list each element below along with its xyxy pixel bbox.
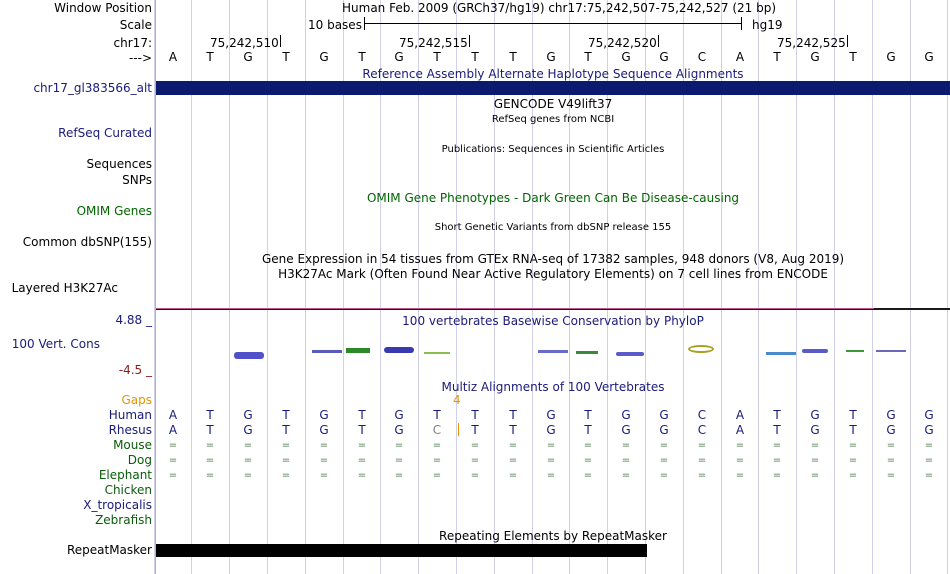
window-position-label: Window Position — [54, 1, 152, 15]
track-label-column — [0, 0, 155, 574]
gap-marker — [458, 423, 459, 436]
base-letter: A — [735, 50, 745, 64]
cons-logo-t — [346, 348, 370, 353]
omim-title: OMIM Gene Phenotypes - Dark Green Can Be Disease-causing — [366, 191, 740, 205]
cons-logo-c — [688, 345, 714, 353]
alignment-equals: = — [319, 455, 329, 466]
coord-label: 75,242,525 — [777, 36, 846, 50]
human-base: T — [584, 408, 592, 422]
sequences-label[interactable]: Sequences — [86, 157, 152, 171]
rhesus-base: G — [886, 423, 896, 437]
alignment-equals: = — [886, 470, 896, 481]
repeatmasker-title: Repeating Elements by RepeatMasker — [439, 529, 667, 543]
repeatmasker-label[interactable]: RepeatMasker — [66, 543, 152, 557]
species-elephant[interactable]: Elephant — [98, 468, 152, 482]
base-letter: T — [471, 50, 479, 64]
rhesus-base: G — [659, 423, 669, 437]
alignment-equals: = — [470, 440, 480, 451]
coord-tick — [280, 35, 281, 47]
scale-bar — [364, 23, 741, 24]
human-base: T — [282, 408, 290, 422]
alignment-equals: = — [621, 455, 631, 466]
base-letter: T — [849, 50, 857, 64]
human-base: C — [697, 408, 707, 422]
gtex-title: Gene Expression in 54 tissues from GTEx RNA-seq of 17382 samples, 948 donors (V8, Aug 2019) — [261, 252, 845, 266]
assembly-label: hg19 — [752, 18, 783, 32]
alignment-equals: = — [243, 455, 253, 466]
alignment-equals: = — [319, 440, 329, 451]
rhesus-base: A — [735, 423, 745, 437]
alignment-equals: = — [508, 455, 518, 466]
alignment-equals: = — [394, 440, 404, 451]
alignment-equals: = — [281, 470, 291, 481]
alignment-equals: = — [924, 470, 934, 481]
alignment-equals: = — [735, 440, 745, 451]
scale-bar-right-cap — [741, 17, 742, 30]
alignment-equals: = — [697, 470, 707, 481]
alignment-equals: = — [281, 440, 291, 451]
alignment-equals: = — [546, 440, 556, 451]
alignment-equals: = — [659, 440, 669, 451]
alignment-equals: = — [886, 455, 896, 466]
cons-logo-g — [384, 347, 414, 353]
alt-haplotype-label[interactable]: chr17_gl383566_alt — [33, 81, 152, 95]
base-letter: G — [546, 50, 556, 64]
human-base: G — [243, 408, 253, 422]
coord-label: 75,242,515 — [399, 36, 468, 50]
base-letter: T — [282, 50, 290, 64]
alignment-equals: = — [886, 440, 896, 451]
alignment-equals: = — [243, 440, 253, 451]
human-base: G — [810, 408, 820, 422]
base-letter: T — [509, 50, 517, 64]
species-mouse[interactable]: Mouse — [113, 438, 152, 452]
cons-logo-t — [576, 351, 598, 354]
alignment-equals: = — [697, 440, 707, 451]
alignment-equals: = — [168, 470, 178, 481]
alignment-equals: = — [583, 455, 593, 466]
coord-tick — [469, 35, 470, 47]
alignment-equals: = — [772, 440, 782, 451]
cons-logo-t — [876, 350, 906, 352]
h3k27ac-signal-overlay — [156, 308, 874, 309]
h3k27ac-label[interactable]: Layered H3K27Ac — [11, 281, 118, 295]
gaps-label: Gaps — [121, 393, 152, 407]
publications-title: Publications: Sequences in Scientific Articles — [441, 144, 665, 155]
alignment-equals: = — [621, 470, 631, 481]
alignment-equals: = — [357, 455, 367, 466]
genome-track-image[interactable] — [156, 0, 950, 574]
alignment-equals: = — [508, 440, 518, 451]
alignment-equals: = — [319, 470, 329, 481]
base-letter: G — [659, 50, 669, 64]
rhesus-base: C — [697, 423, 707, 437]
alignment-equals: = — [659, 470, 669, 481]
window-position-text: Human Feb. 2009 (GRCh37/hg19) chr17:75,242,507-75,242,527 (21 bp) — [342, 1, 777, 15]
rhesus-base: G — [394, 423, 404, 437]
alignment-equals: = — [470, 455, 480, 466]
alignment-equals: = — [621, 440, 631, 451]
base-letter: G — [810, 50, 820, 64]
h3k27ac-title: H3K27Ac Mark (Often Found Near Active Regulatory Elements) on 7 cell lines from ENCODE — [278, 267, 828, 281]
alignment-equals: = — [432, 455, 442, 466]
species-chicken[interactable]: Chicken — [104, 483, 152, 497]
rhesus-base: A — [168, 423, 178, 437]
human-base: G — [924, 408, 934, 422]
alignment-equals: = — [848, 440, 858, 451]
rhesus-base: G — [621, 423, 631, 437]
rhesus-base: G — [243, 423, 253, 437]
human-base: G — [886, 408, 896, 422]
human-base: G — [319, 408, 329, 422]
human-base: T — [471, 408, 479, 422]
alignment-equals: = — [357, 440, 367, 451]
dbsnp-title: Short Genetic Variants from dbSNP release 155 — [434, 222, 672, 233]
alignment-equals: = — [357, 470, 367, 481]
base-letter: T — [773, 50, 781, 64]
alignment-equals: = — [772, 470, 782, 481]
scale-label: Scale — [119, 18, 152, 32]
alignment-equals: = — [470, 470, 480, 481]
coord-label: 75,242,510 — [210, 36, 279, 50]
alignment-equals: = — [810, 440, 820, 451]
human-base: T — [773, 408, 781, 422]
base-letter: C — [697, 50, 707, 64]
alignment-equals: = — [281, 455, 291, 466]
alignment-equals: = — [848, 470, 858, 481]
phylop-title: 100 vertebrates Basewise Conservation by PhyloP — [402, 314, 704, 328]
cons-logo-t — [312, 350, 342, 353]
rhesus-base: C — [432, 423, 442, 437]
alignment-equals: = — [924, 440, 934, 451]
base-letter: T — [584, 50, 592, 64]
rhesus-base: T — [849, 423, 857, 437]
rhesus-base: T — [773, 423, 781, 437]
alignment-equals: = — [810, 470, 820, 481]
coord-label: 75,242,520 — [588, 36, 657, 50]
alignment-equals: = — [168, 455, 178, 466]
multiz-title: Multiz Alignments of 100 Vertebrates — [441, 380, 665, 394]
human-base: G — [546, 408, 556, 422]
coord-tick — [847, 35, 848, 47]
rhesus-base: T — [206, 423, 214, 437]
species-zebrafish[interactable]: Zebrafish — [95, 513, 152, 527]
rhesus-base: T — [584, 423, 592, 437]
cons-logo-t — [538, 350, 568, 353]
species-human[interactable]: Human — [108, 408, 152, 422]
alt-haplotype-bar[interactable] — [156, 81, 950, 95]
cons-logo-t — [766, 352, 796, 355]
human-base: G — [621, 408, 631, 422]
human-base: G — [659, 408, 669, 422]
alignment-equals: = — [924, 455, 934, 466]
gencode-title: GENCODE V49lift37 — [493, 97, 613, 111]
alignment-equals: = — [583, 470, 593, 481]
rhesus-base: T — [358, 423, 366, 437]
base-letter: A — [168, 50, 178, 64]
human-base: G — [394, 408, 404, 422]
alignment-equals: = — [697, 455, 707, 466]
alignment-equals: = — [735, 470, 745, 481]
cons-logo-t — [846, 350, 864, 352]
alignment-equals: = — [546, 455, 556, 466]
cons-logo-g — [616, 352, 644, 356]
cons-logo-t — [424, 352, 450, 354]
rhesus-base: T — [471, 423, 479, 437]
coord-tick — [658, 35, 659, 47]
alt-haplotype-title: Reference Assembly Alternate Haplotype Sequence Alignments — [362, 67, 744, 81]
snps-label[interactable]: SNPs — [122, 173, 152, 187]
rhesus-base: T — [282, 423, 290, 437]
base-letter: T — [206, 50, 214, 64]
species-dog[interactable]: Dog — [127, 453, 152, 467]
alignment-equals: = — [810, 455, 820, 466]
cons-logo-g — [234, 352, 264, 359]
alignment-equals: = — [394, 470, 404, 481]
alignment-equals: = — [205, 455, 215, 466]
human-base: T — [509, 408, 517, 422]
base-letter: G — [924, 50, 934, 64]
alignment-equals: = — [848, 455, 858, 466]
cons-logo-g — [802, 349, 828, 353]
strand-label: ---> — [128, 51, 152, 65]
base-letter: G — [886, 50, 896, 64]
base-letter: G — [394, 50, 404, 64]
alignment-equals: = — [205, 470, 215, 481]
rhesus-base: G — [924, 423, 934, 437]
refseq-title: RefSeq genes from NCBI — [491, 114, 615, 125]
species-xtropicalis[interactable]: X_tropicalis — [83, 498, 152, 512]
alignment-equals: = — [508, 470, 518, 481]
refseq-label[interactable]: RefSeq Curated — [58, 126, 152, 140]
human-base: A — [735, 408, 745, 422]
alignment-equals: = — [394, 455, 404, 466]
alignment-equals: = — [659, 455, 669, 466]
cons-min-label: -4.5 _ — [118, 363, 152, 377]
scale-text: 10 bases — [308, 18, 362, 32]
repeatmasker-bar[interactable] — [156, 544, 647, 557]
omim-label[interactable]: OMIM Genes — [76, 204, 152, 218]
alignment-equals: = — [243, 470, 253, 481]
alignment-equals: = — [583, 440, 593, 451]
rhesus-base: G — [319, 423, 329, 437]
base-letter: G — [621, 50, 631, 64]
alignment-equals: = — [432, 470, 442, 481]
alignment-equals: = — [735, 455, 745, 466]
human-base: T — [849, 408, 857, 422]
dbsnp-label[interactable]: Common dbSNP(155) — [22, 235, 152, 249]
human-base: T — [206, 408, 214, 422]
rhesus-base: T — [509, 423, 517, 437]
human-base: T — [433, 408, 441, 422]
gap-count: 4 — [453, 393, 461, 407]
alignment-equals: = — [546, 470, 556, 481]
alignment-equals: = — [168, 440, 178, 451]
chrom-label: chr17: — [113, 36, 152, 50]
cons-track-label[interactable]: 100 Vert. Cons — [11, 337, 100, 351]
alignment-equals: = — [432, 440, 442, 451]
base-guideline — [154, 0, 155, 574]
base-letter: T — [358, 50, 366, 64]
rhesus-base: G — [546, 423, 556, 437]
human-base: T — [358, 408, 366, 422]
base-letter: T — [433, 50, 441, 64]
species-rhesus[interactable]: Rhesus — [108, 423, 152, 437]
alignment-equals: = — [205, 440, 215, 451]
cons-max-label: 4.88 _ — [115, 313, 152, 327]
base-letter: G — [319, 50, 329, 64]
human-base: A — [168, 408, 178, 422]
rhesus-base: G — [810, 423, 820, 437]
alignment-equals: = — [772, 455, 782, 466]
base-letter: G — [243, 50, 253, 64]
